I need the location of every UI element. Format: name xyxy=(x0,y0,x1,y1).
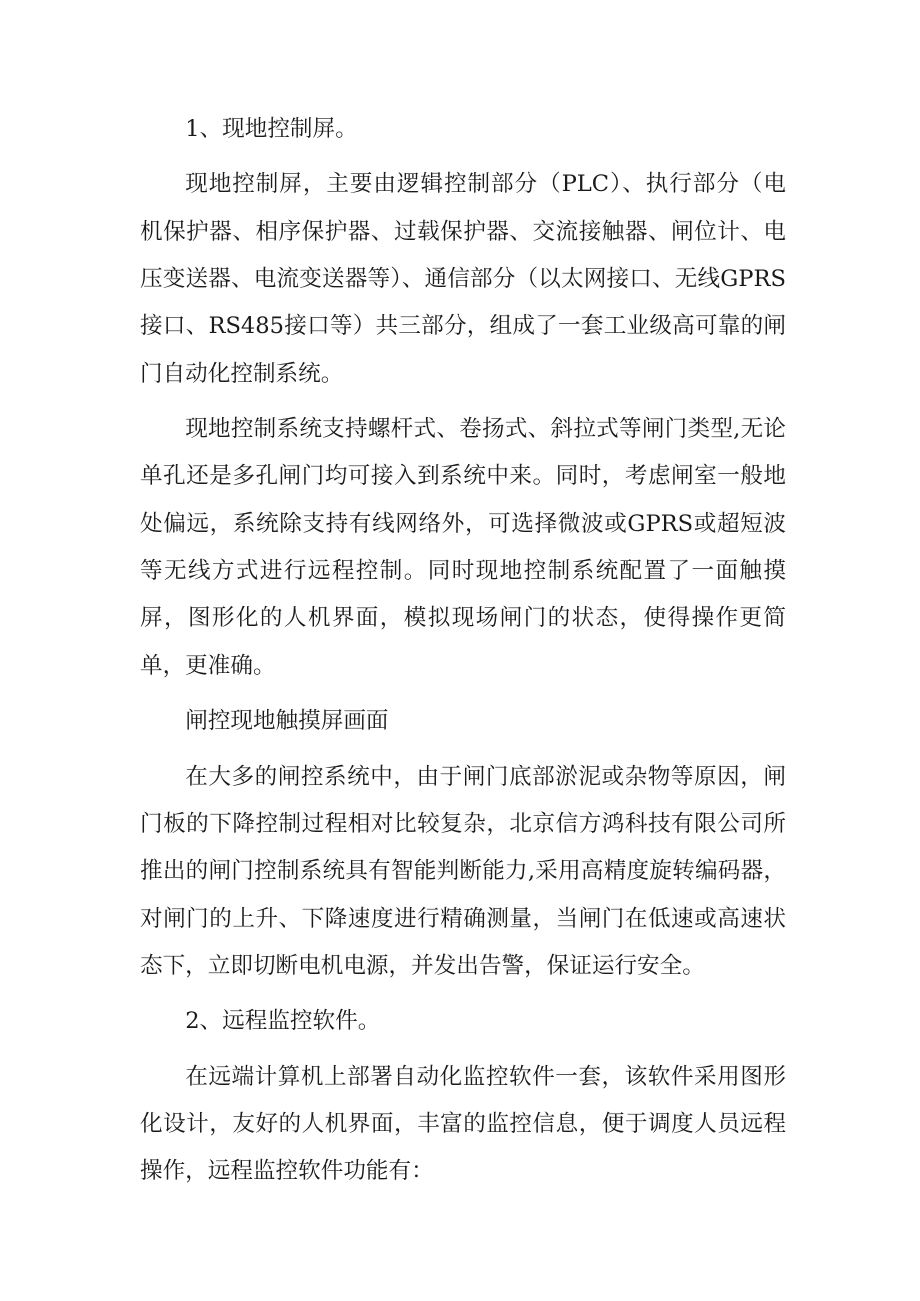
paragraph-remote-software-functions: 在远端计算机上部署自动化监控软件一套，该软件采用图形化设计，友好的人机界面，丰富的监控信息，便于调度人员远程操作，远程监控软件功能有： xyxy=(140,1063,786,1185)
section-heading-remote-monitoring-software: 2、远程监控软件。 xyxy=(185,1008,381,1035)
section-heading-local-control-screen: 1、现地控制屏。 xyxy=(185,116,358,142)
paragraph-intelligent-judgment: 在大多的闸控系统中，由于闸门底部淤泥或杂物等原因，闸门板的下降控制过程相对比较复杂，北京信方鸿科技有限公司所推出的闸门控制系统具有智能判断能力,采用高精度旋转编码器，对闸门的上升、下降速度进行精确测量，当闸门在低速或高速状态下，立即切断电机电源，并发出告警，保证运行安全。 xyxy=(140,763,786,979)
paragraph-supported-gate-types: 现地控制系统支持螺杆式、卷扬式、斜拉式等闸门类型,无论单孔还是多孔闸门均可接入到系统中来。同时，考虑闸室一般地处偏远，系统除支持有线网络外，可选择微波或GPRS或超短波等无线方式进行远程控制。同时现地控制系统配置了一面触摸屏，图形化的人机界面，模拟现场闸门的状态，使得操作更简单，更准确。 xyxy=(140,416,786,679)
paragraph-touchscreen-caption: 闸控现地触摸屏画面 xyxy=(185,708,389,735)
document-body xyxy=(140,106,786,1204)
paragraph-control-screen-components: 现地控制屏，主要由逻辑控制部分（PLC）、执行部分（电机保护器、相序保护器、过载保护器、交流接触器、闸位计、电压变送器、电流变送器等）、通信部分（以太网接口、无线GPRS接口、RS485接口等）共三部分，组成了一套工业级高可靠的闸门自动化控制系统。 xyxy=(140,171,786,387)
